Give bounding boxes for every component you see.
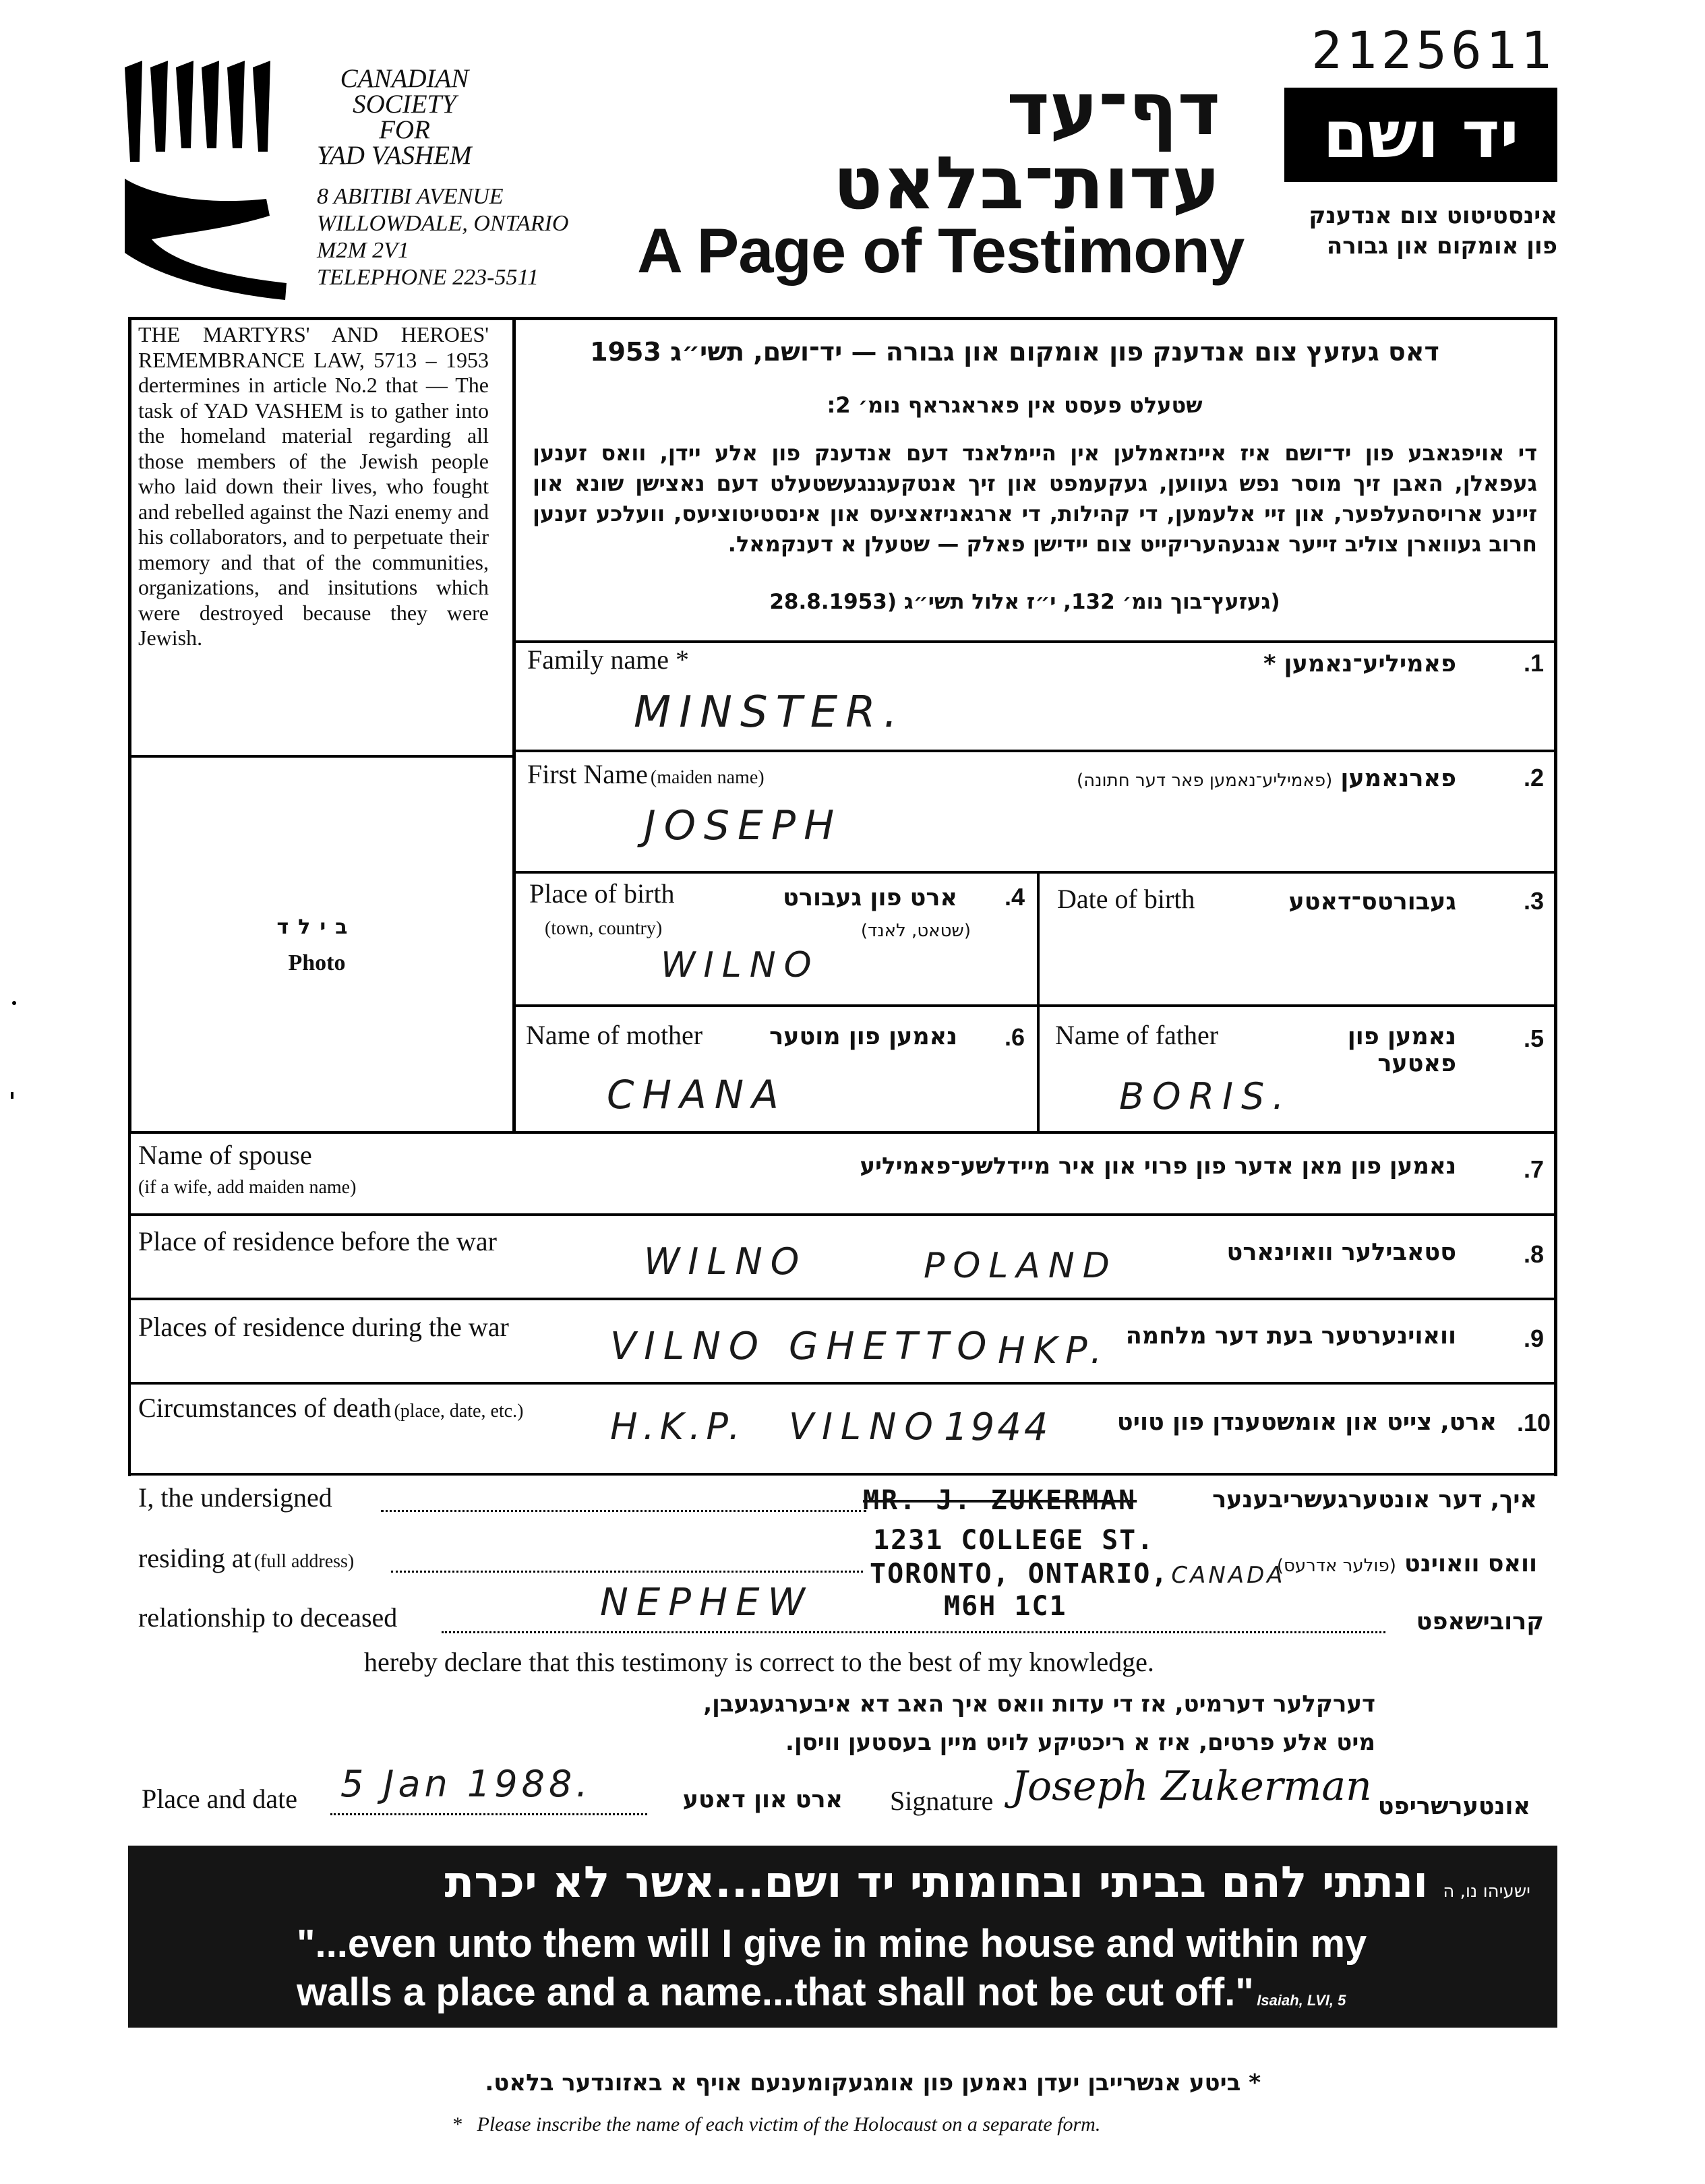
banner-english-ref: Isaiah, LVI, 5 (1257, 1992, 1346, 2009)
footer-english-text: Please inscribe the name of each victim of the Holocaust on a separate form. (477, 2113, 1101, 2135)
society-line: CANADIAN (340, 64, 469, 93)
family-name-label: Family name * (527, 644, 689, 675)
field-number: .9 (1523, 1325, 1544, 1352)
mother-name-value[interactable]: CHANA (607, 1072, 787, 1118)
spouse-name-label: Name of spouse (138, 1140, 312, 1170)
date-of-birth-label-yiddish: געבורטס־דאטע (1288, 888, 1456, 915)
first-name-note: (maiden name) (650, 767, 765, 788)
residence-during-war-label: Places of residence during the war (138, 1312, 509, 1342)
photo-label: Photo (288, 950, 346, 975)
place-of-birth-label-yiddish: ארט פון געבורט (783, 884, 957, 911)
declaration-text: hereby declare that this testimony is correct to the best of my knowledge. (364, 1647, 1154, 1677)
undersigned-label: I, the undersigned (138, 1482, 332, 1513)
banner-english-2 (297, 1970, 1346, 2015)
field-number: .2 (1523, 764, 1544, 791)
residing-dotted-line (391, 1571, 863, 1573)
undersigned-value[interactable]: MR. J. ZUKERMAN (863, 1485, 1137, 1516)
circumstances-of-death-label (138, 1392, 523, 1424)
institute-line-1: אינסטיטוט צום אנדענק (1309, 202, 1557, 229)
address-line-1[interactable]: 1231 COLLEGE ST. (873, 1525, 1155, 1556)
first-name-label-text: First Name (527, 759, 648, 789)
society-line: SOCIETY (353, 90, 456, 119)
address-line: 8 ABITIBI AVENUE (317, 184, 504, 209)
mother-name-label-yiddish: נאמען פון מוטער (769, 1023, 957, 1050)
field-number: .6 (1004, 1023, 1025, 1051)
circumstances-label-yiddish: ארט, צייט און אומשטענדן פון טויט (1116, 1409, 1497, 1436)
spouse-name-label-yiddish: נאמען פון מאן אדער פון פרוי און איר מיידלשע־פאמיליע (860, 1153, 1456, 1180)
place-of-birth-note: (town, country) (545, 918, 663, 939)
society-address (317, 183, 568, 291)
footer-yiddish (378, 2069, 1261, 2096)
law-yiddish-subheading: שטעלט פעסט אין פאראגראף נומ׳ 2: (827, 392, 1203, 418)
first-name-yiddish-note: (פאמיליע־נאמען פאר דער חתונה) (1077, 770, 1333, 791)
place-and-date-value[interactable]: 5 Jan 1988. (340, 1763, 592, 1805)
address-line: TELEPHONE 223-5511 (317, 265, 539, 290)
mother-name-label: Name of mother (526, 1020, 703, 1050)
field-number: .8 (1523, 1240, 1544, 1268)
residence-during-war-ghetto[interactable]: GHETTO (789, 1325, 995, 1368)
footer-asterisk: * (1249, 2069, 1261, 2096)
declaration-yiddish-1: דערקלער דערמיט, אז די עדות וואס איך האב דא איבערגעגעבן, (703, 1691, 1375, 1718)
english-title: A Page of Testimony (637, 215, 1245, 286)
field-number: .3 (1523, 887, 1544, 915)
banner-hebrew (398, 1858, 1530, 1908)
first-name-yiddish: פארנאמען (1340, 765, 1456, 792)
field-number: .10 (1516, 1409, 1551, 1436)
field-number: .7 (1523, 1155, 1544, 1183)
residence-before-war-city[interactable]: WILNO (644, 1240, 808, 1283)
footer-asterisk: * (452, 2113, 472, 2135)
family-name-value[interactable]: MINSTER. (634, 688, 905, 737)
institute-line-2: פון אומקום און גבורה (1326, 233, 1557, 260)
footer-english (452, 2113, 1100, 2136)
form-number: 2125611 (1311, 20, 1556, 80)
society-name (317, 66, 492, 169)
residence-during-war-camp[interactable]: HKP. (998, 1329, 1110, 1372)
banner-english-1: "...even unto them will I give in mine house and within my (297, 1922, 1367, 1966)
scripture-banner (128, 1846, 1557, 2028)
death-city[interactable]: VILNO (789, 1405, 941, 1448)
law-text-english: THE MARTYRS' AND HEROES' REMEMBRANCE LAW, 5713 – 1953 dertermines in article No.2 that — The task of YAD VASHEM is to gather into the homeland material regarding all those members of the Jewish people who laid down their lives, who fought and rebelled against the Nazi enemy and his collaborators, and to perpetuate their memory and that of the communities, organizations, and insitutions which were destroyed because they were Jewish. (138, 322, 489, 650)
father-name-label: Name of father (1055, 1020, 1219, 1050)
menorah-logo-icon (125, 61, 293, 303)
circumstances-label-text: Circumstances of death (138, 1393, 392, 1423)
address-line-2-text: TORONTO, ONTARIO, (870, 1558, 1169, 1589)
address-country-handwritten: CANADA (1171, 1562, 1286, 1589)
first-name-label-yiddish (944, 765, 1456, 792)
footer-yiddish-text: ביטע אנשרייבן יעדן נאמען פון אומגעקומענעם אויף א באזונדער בלאט. (485, 2069, 1241, 2096)
logo-text: יד ושם (1323, 97, 1519, 173)
place-of-birth-note-yiddish: (שטאט, לאנד) (860, 921, 971, 941)
field-number: .5 (1523, 1025, 1544, 1052)
date-of-birth-label: Date of birth (1057, 884, 1195, 914)
declaration-yiddish-2: מיט אלע פרטים, איז א ריכטיקע לויט מיין בעסטען וויסן. (785, 1729, 1375, 1756)
address-line: M2M 2V1 (317, 238, 409, 263)
residence-before-war-country[interactable]: POLAND (924, 1246, 1118, 1286)
residing-yiddish: וואס וואוינט (1404, 1550, 1537, 1577)
place-of-birth-label: Place of birth (529, 878, 675, 909)
law-yiddish-heading: דאס געזעץ צום אנדענק פון אומקום און גבורה — יד־ושם, תשי״ג 1953 (590, 337, 1439, 367)
family-name-label-yiddish: פאמיליע־נאמען * (1263, 650, 1456, 677)
banner-english-2-text: walls a place and a name...that shall not be cut off." (297, 1970, 1254, 2014)
law-yiddish-body: די אויפגאבע פון יד־ושם איז איינזאמלען אין היימלאנד דעם אנדענק פון אלע יידן, וואס זענען געפאלן, האבן זיך מוסר נפש געווען, געקעמפט און זיך אנטקעגנגעשטעלט דעם נאצישן שונא און זיינע ארויסהעלפער, און זיי אלעמען, די קהילות, די ארגאניזאציעס און אינסטיטוציעס, וועלכע זענען חרוב געווארן צוליב זייער אנגעהעריקייט צום יידישן פאלק — שטעלן א דענקמאל. (533, 440, 1537, 557)
place-and-date-dotted-line (330, 1813, 647, 1815)
yiddish-title-2: עדות־בלאט (833, 142, 1220, 226)
undersigned-label-yiddish: איך, דער אונטערגעשריבענער (1212, 1486, 1537, 1513)
undersigned-dotted-line (381, 1510, 866, 1512)
yad-vashem-logo (1284, 88, 1557, 182)
banner-hebrew-text: ונתתי להם בביתי ובחומותי יד ושם...אשר לא יכרת (444, 1858, 1429, 1908)
relationship-label: relationship to deceased (138, 1602, 398, 1633)
place-of-birth-value[interactable]: WILNO (661, 945, 820, 985)
residing-note: (full address) (253, 1551, 355, 1572)
circumstances-note: (place, date, etc.) (394, 1401, 524, 1422)
first-name-label (527, 758, 765, 790)
signature-label: Signature (890, 1786, 994, 1816)
residence-before-war-label-yiddish: סטאבילער וואוינארט (1226, 1239, 1456, 1266)
signature-label-yiddish: אונטערשריפט (1377, 1793, 1530, 1820)
residence-during-war-label-yiddish: וואוינערטער בעת דער מלחמה (1125, 1323, 1456, 1349)
relationship-dotted-line (442, 1631, 1385, 1633)
society-line: YAD VASHEM (317, 141, 472, 170)
relationship-label-yiddish: קרובישאפט (1416, 1608, 1544, 1635)
death-year[interactable]: 1944 (944, 1405, 1051, 1449)
father-name-value[interactable]: BORIS. (1119, 1075, 1292, 1118)
place-and-date-label-yiddish: ארט און דאטע (682, 1786, 843, 1813)
address-line-3[interactable]: M6H 1C1 (944, 1591, 1067, 1622)
residing-label-text: residing at (138, 1543, 251, 1573)
address-line: WILLOWDALE, ONTARIO (317, 211, 569, 236)
first-name-value[interactable]: JOSEPH (644, 802, 843, 849)
field-number: .4 (1004, 883, 1025, 911)
residing-yiddish-note: (פולער אדרעס) (1276, 1556, 1396, 1576)
death-place[interactable]: H.K.P. (610, 1405, 746, 1448)
photo-label-hebrew: בילד (276, 915, 357, 939)
residing-label (138, 1542, 354, 1574)
scan-speck (11, 1092, 13, 1099)
spouse-name-note: (if a wife, add maiden name) (138, 1177, 357, 1198)
father-name-label-yiddish: נאמען פון פאטער (1347, 1023, 1456, 1077)
relationship-value[interactable]: NEPHEW (600, 1581, 813, 1625)
field-number: .1 (1523, 649, 1544, 677)
scan-speck (12, 1001, 16, 1005)
residence-during-war-city[interactable]: VILNO (610, 1325, 767, 1368)
society-line: FOR (379, 115, 430, 144)
residing-label-yiddish (1214, 1550, 1537, 1577)
signature-value[interactable]: Joseph Zukerman (1011, 1763, 1372, 1810)
residence-before-war-label: Place of residence before the war (138, 1226, 497, 1256)
law-yiddish-reference: (געזעץ־בוך נומ׳ 132, י״ז אלול תשי״ג (28.8.1953 (769, 590, 1280, 614)
banner-hebrew-ref: ישעיהו נו, ה (1443, 1881, 1530, 1902)
place-and-date-label: Place and date (142, 1784, 297, 1814)
yiddish-title-1: דף־עד (1007, 67, 1220, 152)
